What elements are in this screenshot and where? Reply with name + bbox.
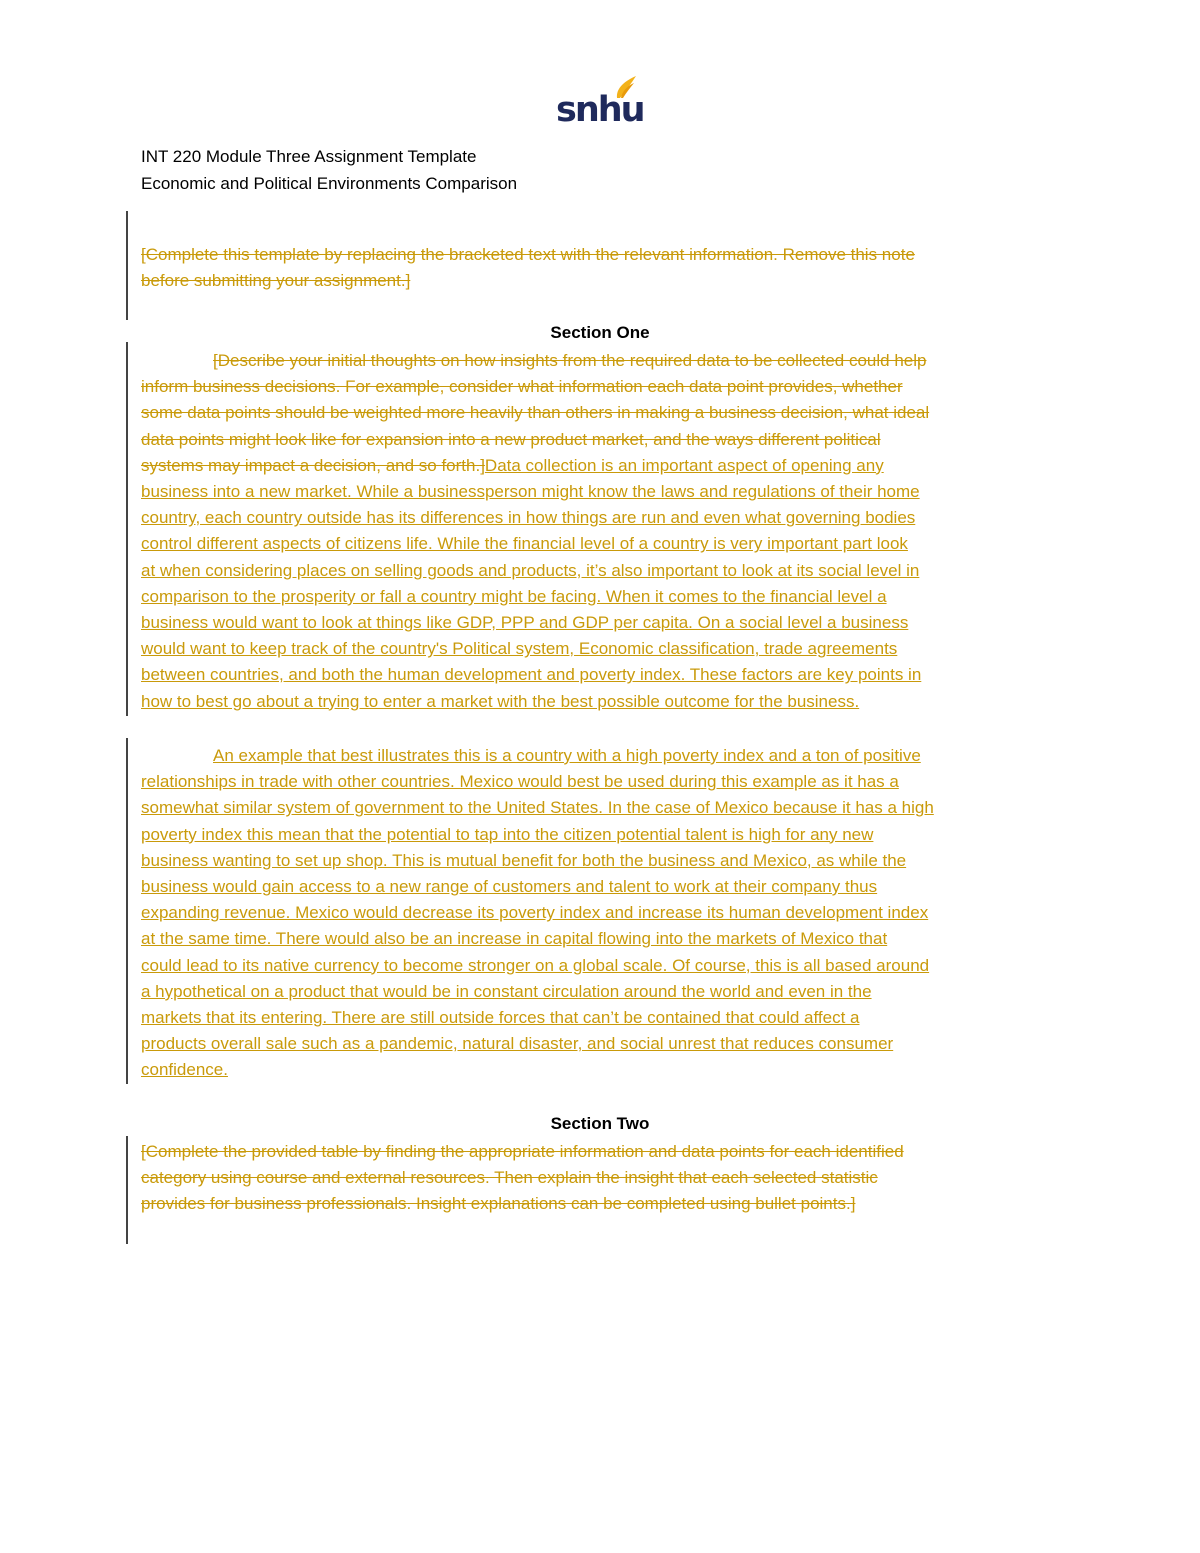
- section-one-body: [141, 348, 1061, 715]
- change-bar: [126, 342, 128, 716]
- template-note: [141, 242, 1061, 294]
- instruction-line: category using course and external resources. Then explain the insight that each selected statistic: [141, 1168, 878, 1188]
- inserted-text-line: confidence.: [141, 1060, 228, 1080]
- section-one-example-paragraph: [141, 743, 1061, 1084]
- inserted-text-line: comparison to the prosperity or fall a country might be facing. When it comes to the financial level a: [141, 586, 887, 606]
- instruction-line: inform business decisions. For example, consider what information each data point provides, whether: [141, 377, 903, 397]
- instruction-line: some data points should be weighted more heavily than others in making a business decision, what ideal: [141, 403, 930, 423]
- inserted-text-line: at the same time. There would also be an increase in capital flowing into the markets of Mexico that: [141, 929, 888, 949]
- inserted-text-line: control different aspects of citizens life. While the financial level of a country is very important part look: [141, 534, 908, 554]
- logo-wordmark: snhu: [556, 90, 644, 130]
- section-two-heading: Section Two: [550, 1114, 650, 1133]
- change-bar: [126, 1136, 128, 1244]
- instruction-line: [Describe your initial thoughts on how insights from the required data to be collected could help: [213, 351, 927, 370]
- instruction-line: [Complete the provided table by finding the appropriate information and data points for each identified: [141, 1142, 904, 1161]
- instruction-line: provides for business professionals. Insight explanations can be completed using bullet points.]: [141, 1194, 856, 1214]
- change-bar: [126, 211, 128, 320]
- inserted-text-line: would want to keep track of the country's Political system, Economic classification, trade agreements: [141, 639, 898, 659]
- inserted-text-line: products overall sale such as a pandemic, natural disaster, and social unrest that reduces consumer: [141, 1034, 894, 1054]
- document-title: INT 220 Module Three Assignment Template: [141, 147, 477, 166]
- change-bar: [126, 738, 128, 1084]
- inserted-text-line: business wanting to set up shop. This is mutual benefit for both the business and Mexico, as while the: [141, 850, 907, 870]
- inserted-text-line: business into a new market. While a businessperson might know the laws and regulations of their home: [141, 482, 920, 502]
- inserted-text-line: business would want to look at things like GDP, PPP and GDP per capita. On a social level a business: [141, 613, 909, 633]
- inserted-text-line: at when considering places on selling goods and products, it’s also important to look at its social level in: [141, 560, 920, 580]
- note-line: [Complete this template by replacing the bracketed text with the relevant information. Remove this note: [141, 245, 915, 264]
- inserted-text-line: business would gain access to a new range of customers and talent to work at their company thus: [141, 877, 878, 897]
- document-subtitle: Economic and Political Environments Comparison: [141, 174, 518, 193]
- inserted-text-line: relationships in trade with other countries. Mexico would best be used during this example as it has a: [141, 772, 899, 792]
- section-two-instructions: [141, 1139, 1061, 1218]
- section-one-heading: Section One: [550, 323, 650, 342]
- note-line: before submitting your assignment.]: [141, 271, 411, 291]
- inserted-text-line: An example that best illustrates this is a country with a high poverty index and a ton of positive: [213, 746, 921, 765]
- inserted-text-line: expanding revenue. Mexico would decrease its poverty index and increase its human development index: [141, 903, 929, 923]
- inserted-text-line: poverty index this mean that the potential to tap into the citizen potential talent is high for any new: [141, 824, 874, 844]
- flame-icon: [614, 74, 638, 100]
- inserted-text-line: how to best go about a trying to enter a market with the best possible outcome for the business.: [141, 691, 860, 711]
- inserted-text-line: country, each country outside has its differences in how things are run and even what governing bodies: [141, 508, 916, 528]
- instruction-line: data points might look like for expansion into a new product market, and the ways different political: [141, 429, 881, 449]
- snhu-logo: [556, 74, 644, 132]
- inserted-text-line: a hypothetical on a product that would be in constant circulation around the world and even in the: [141, 981, 872, 1001]
- instruction-line: systems may impact a decision, and so forth.]: [141, 455, 485, 475]
- inserted-text-line: between countries, and both the human development and poverty index. These factors are key points in: [141, 665, 922, 685]
- inserted-text-line: could lead to its native currency to become stronger on a global scale. Of course, this is all based around: [141, 955, 930, 975]
- inserted-text-line: somewhat similar system of government to the United States. In the case of Mexico because it has a high: [141, 798, 934, 818]
- inserted-text-line: Data collection is an important aspect of opening any: [484, 455, 884, 475]
- inserted-text-line: markets that its entering. There are still outside forces that can’t be contained that could affect a: [141, 1008, 860, 1028]
